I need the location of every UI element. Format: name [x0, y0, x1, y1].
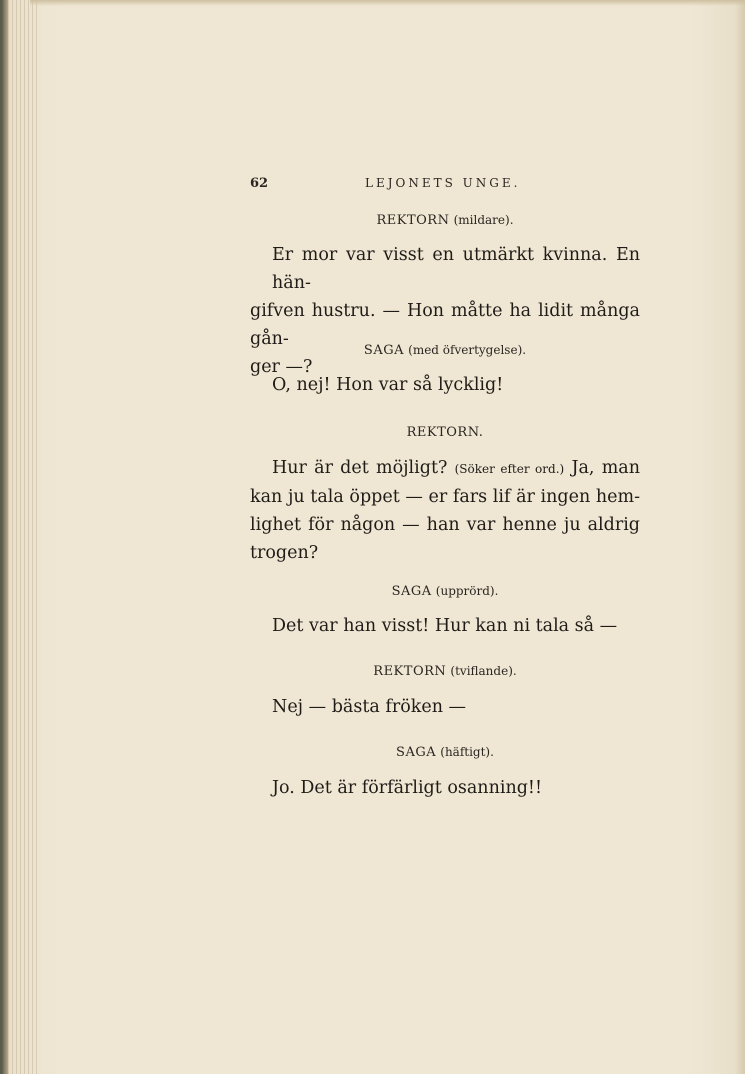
dialogue-paragraph [250, 693, 640, 721]
dialogue-line: ger —? [250, 357, 313, 377]
speaker-name: REKTORN. [406, 425, 484, 440]
dialogue-line: kan ju tala öppet — er fars lif är ingen hem- [250, 487, 640, 507]
stage-direction: (häftigt). [440, 745, 494, 759]
speaker-heading [250, 213, 640, 228]
page-edges [0, 0, 38, 1074]
dialogue-paragraph [250, 454, 640, 567]
speaker-name: REKTORN [373, 664, 447, 679]
dialogue-line: lighet för någon — han var henne ju aldrig [250, 515, 640, 535]
speaker-name: SAGA [391, 584, 432, 599]
dialogue-paragraph [250, 612, 640, 640]
speaker-heading [250, 425, 640, 440]
dialogue-line: gifven hustru. — Hon måtte ha lidit många gån- [250, 301, 640, 349]
dialogue-line: O, nej! Hon var så lycklig! [272, 375, 504, 395]
dialogue-line: Er mor var visst en utmärkt kvinna. En hän- [272, 245, 640, 293]
dialogue-fragment: Ja, man [571, 458, 640, 478]
dialogue-fragment: Hur är det möjligt? [272, 458, 448, 478]
stage-direction: (Söker efter ord.) [454, 462, 565, 476]
dialogue-line: Jo. Det är förfärligt osanning!! [272, 778, 542, 798]
dialogue-line: Det var han visst! Hur kan ni tala så — [272, 616, 618, 636]
speaker-name: REKTORN [376, 213, 450, 228]
stage-direction: (mildare). [453, 213, 514, 227]
speaker-name: SAGA [363, 343, 404, 358]
dialogue-paragraph [250, 241, 640, 381]
dialogue-line: Nej — bästa fröken — [272, 697, 467, 717]
stage-direction: (upprörd). [435, 584, 499, 598]
dialogue-line: trogen? [250, 543, 319, 563]
dialogue-paragraph [250, 774, 640, 802]
page-header [250, 176, 640, 196]
speaker-name: SAGA [396, 745, 437, 760]
dialogue-line [250, 454, 640, 483]
speaker-heading [250, 664, 640, 679]
top-edge [30, 0, 745, 6]
speaker-heading [250, 584, 640, 599]
speaker-heading [250, 343, 640, 358]
stage-direction: (tviflande). [450, 664, 517, 678]
dialogue-paragraph [250, 371, 640, 399]
speaker-heading [250, 745, 640, 760]
page-number: 62 [250, 176, 269, 191]
stage-direction: (med öfvertygelse). [408, 343, 527, 357]
running-title: LEJONETS UNGE. [365, 176, 521, 190]
